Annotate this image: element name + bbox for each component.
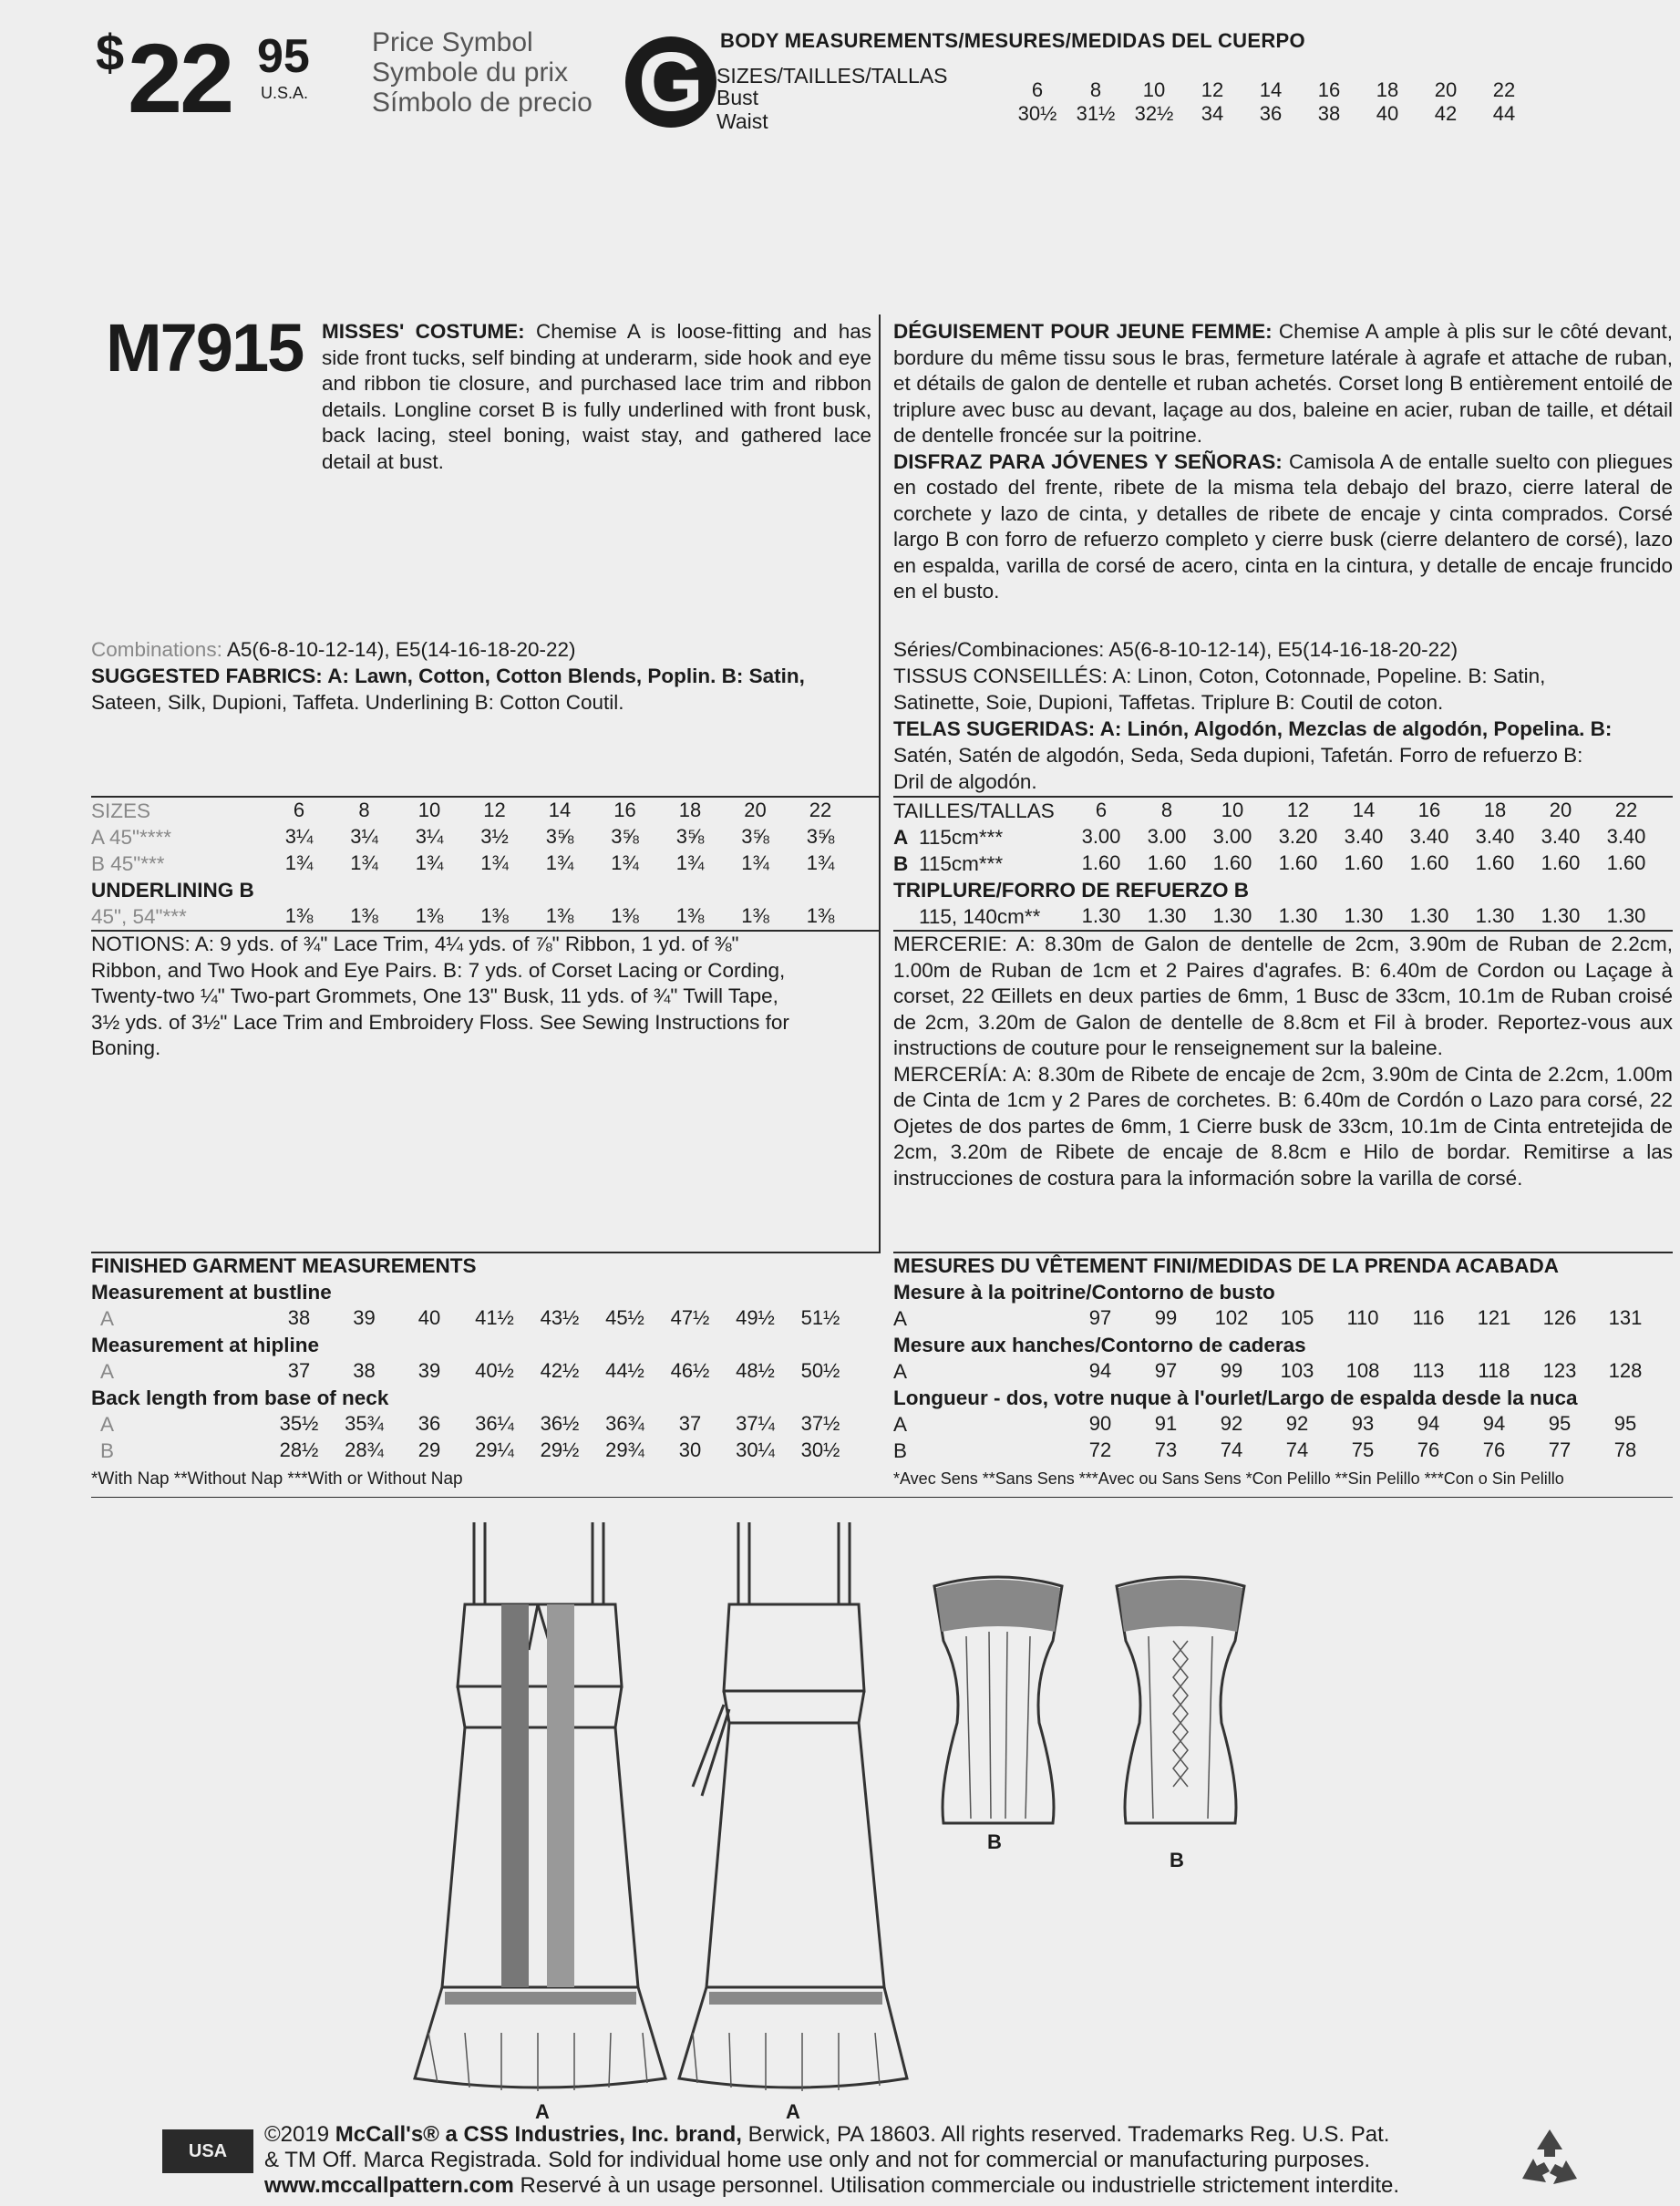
yardage-fr-t-0: 1.30 <box>1081 904 1121 927</box>
footer-line1: Berwick, PA 18603. All rights reserved. Trademarks Reg. U.S. Pat. <box>747 2122 1390 2147</box>
yardage-en-b-label: B 45"*** <box>91 852 165 875</box>
chemise-front-caption: A <box>535 2100 550 2123</box>
finished-fr-bust-label: Mesure à la poitrine/Contorno de busto <box>893 1281 1275 1304</box>
yardage-fr-a-4: 3.40 <box>1344 825 1384 848</box>
yardage-en-u-1: 1⅜ <box>350 904 378 927</box>
finished-fr-back-b-2: 74 <box>1220 1438 1243 1461</box>
yardage-en-sizes-label: SIZES <box>91 799 151 822</box>
description-fr-es <box>893 319 1673 605</box>
bm-size-3: 12 <box>1201 78 1224 101</box>
yardage-fr-a-label: A <box>893 826 909 849</box>
chemise-back-illustration <box>665 1513 921 2106</box>
yardage-en-size-1: 8 <box>358 799 370 821</box>
notions-en-line-0: NOTIONS: A: 9 yds. of ¾" Lace Trim, 4¼ yds. of ⅞" Ribbon, 1 yd. of ⅜" <box>91 933 739 955</box>
price-cents: 95 <box>257 30 310 83</box>
finished-fr-bust-1: 99 <box>1154 1306 1178 1329</box>
finished-en-hip-0: 37 <box>287 1359 311 1382</box>
yardage-en-a-3: 3½ <box>480 825 509 848</box>
finished-en-bust-6: 47½ <box>670 1306 710 1329</box>
fabrics-es-line3: Dril de algodón. <box>893 770 1037 793</box>
bm-bust-7: 42 <box>1434 102 1458 125</box>
finished-en-back-label: Back length from base of neck <box>91 1386 389 1409</box>
yardage-fr-b-3: 1.60 <box>1278 851 1318 874</box>
yardage-fr-a-5: 3.40 <box>1409 825 1449 848</box>
description-en-heading: MISSES' COSTUME: <box>322 320 525 343</box>
finished-en-back-a-1: 35¾ <box>345 1412 384 1435</box>
notions-en-line-3: 3½ yds. of 3½" Lace Trim and Embroidery Floss. See Sewing Instructions for <box>91 1010 789 1034</box>
yardage-fr-b-7: 1.60 <box>1541 851 1581 874</box>
finished-fr-hip-5: 113 <box>1412 1359 1445 1382</box>
finished-en-bust-7: 49½ <box>736 1306 775 1329</box>
bm-bust-0: 30½ <box>1017 102 1057 125</box>
yardage-fr-a-6: 3.40 <box>1475 825 1515 848</box>
yardage-fr-b-label: B <box>893 852 909 875</box>
body-measurements-waist-label: Waist <box>716 109 768 133</box>
yardage-fr-b-2: 1.60 <box>1212 851 1252 874</box>
finished-en-hip-1: 38 <box>353 1359 376 1382</box>
finished-fr-back-b-7: 77 <box>1548 1438 1572 1461</box>
yardage-en-u-8: 1⅜ <box>806 904 835 927</box>
finished-fr-hip-letter: A <box>893 1360 908 1383</box>
footer-copyright <box>264 2122 1513 2199</box>
yardage-en-b-0: 1¾ <box>284 851 314 874</box>
finished-en-back-b-3: 29¼ <box>475 1438 514 1461</box>
finished-en-hip-6: 46½ <box>670 1359 710 1382</box>
combinations-fr-label: Séries/Combinaciones: <box>893 638 1105 661</box>
rule-illustrations <box>91 1497 1673 1498</box>
finished-en-bust-5: 45½ <box>605 1306 644 1329</box>
yardage-en-b-6: 1¾ <box>675 851 705 874</box>
yardage-fr-size-4: 14 <box>1352 799 1376 821</box>
combinations-fr <box>893 637 1458 664</box>
finished-fr-hip-3: 103 <box>1280 1359 1314 1382</box>
yardage-en-underlining-label: UNDERLINING B <box>91 879 254 902</box>
finished-en-back-a-5: 36¾ <box>605 1412 644 1435</box>
finished-en-back-a-2: 36 <box>417 1412 441 1435</box>
rule-en-yardage <box>91 796 879 798</box>
finished-fr-bust-8: 131 <box>1608 1306 1643 1329</box>
finished-fr-back-a-4: 93 <box>1351 1412 1375 1435</box>
finished-en-bust-0: 38 <box>287 1306 311 1329</box>
yardage-en-a-6: 3⅝ <box>675 825 705 848</box>
bm-bust-2: 32½ <box>1134 102 1174 125</box>
rule-fr-yardage <box>893 796 1673 798</box>
notions-en-line-4: Boning. <box>91 1036 161 1059</box>
yardage-fr-b-8: 1.60 <box>1606 851 1646 874</box>
finished-fr-back-a-6: 94 <box>1482 1412 1506 1435</box>
finished-en-back-a-6: 37 <box>678 1412 702 1435</box>
finished-fr-hip-0: 94 <box>1088 1359 1112 1382</box>
footer-copyright-year: ©2019 <box>264 2122 330 2147</box>
body-measurements-bust-label: Bust <box>716 86 759 109</box>
footer-url: www.mccallpattern.com <box>264 2173 514 2198</box>
yardage-en-size-7: 20 <box>744 799 767 821</box>
yardage-fr-t-1: 1.30 <box>1147 904 1187 927</box>
finished-fr-bust-3: 105 <box>1280 1306 1314 1329</box>
finished-fr-bust-0: 97 <box>1088 1306 1112 1329</box>
yardage-fr-a-7: 3.40 <box>1541 825 1581 848</box>
finished-fr-back-a-2: 92 <box>1220 1412 1243 1435</box>
fabrics-en-line2: Sateen, Silk, Dupioni, Taffeta. Underlining B: Cotton Coutil. <box>91 691 624 714</box>
finished-en-bust-letter: A <box>100 1307 115 1330</box>
fabrics-fr-line1: TISSUS CONSEILLÉS: A: Linon, Coton, Cotonnade, Popeline. B: Satin, <box>893 665 1546 687</box>
chemise-back-caption: A <box>786 2100 800 2123</box>
finished-en-back-b-6: 30 <box>678 1438 702 1461</box>
column-divider <box>879 314 881 1253</box>
yardage-en-b-2: 1¾ <box>415 851 444 874</box>
combinations-en-label: Combinations: <box>91 638 222 661</box>
price-symbol-en: Price Symbol <box>372 27 533 57</box>
finished-en-footnote: *With Nap **Without Nap ***With or Without Nap <box>91 1469 463 1489</box>
bm-bust-4: 36 <box>1259 102 1283 125</box>
finished-en-back-a-0: 35½ <box>279 1412 319 1435</box>
finished-en-back-b-4: 29½ <box>540 1438 580 1461</box>
bm-size-0: 6 <box>1031 78 1044 101</box>
finished-en-bust-1: 39 <box>353 1306 376 1329</box>
yardage-fr-size-3: 12 <box>1286 799 1310 821</box>
notions-fr-es <box>893 932 1673 1191</box>
finished-en-hip-label: Measurement at hipline <box>91 1334 320 1356</box>
yardage-fr-triplure-label: TRIPLURE/FORRO DE REFUERZO B <box>893 879 1250 902</box>
bm-size-4: 14 <box>1259 78 1283 101</box>
bm-size-5: 16 <box>1317 78 1341 101</box>
description-en <box>322 319 871 475</box>
corset-back-caption: B <box>1170 1849 1184 1871</box>
finished-en-back-a-7: 37¼ <box>736 1412 775 1435</box>
finished-fr-bust-6: 121 <box>1477 1306 1511 1329</box>
finished-fr-back-a-0: 90 <box>1088 1412 1112 1435</box>
yardage-en-b-4: 1¾ <box>545 851 574 874</box>
finished-fr-back-label: Longueur - dos, votre nuque à l'ourlet/Largo de espalda desde la nuca <box>893 1386 1578 1409</box>
yardage-fr-b-6: 1.60 <box>1475 851 1515 874</box>
notions-en-line-2: Twenty-two ¼" Two-part Grommets, One 13" Busk, 11 yds. of ¾" Twill Tape, <box>91 984 778 1007</box>
finished-fr-bust-letter: A <box>893 1307 908 1330</box>
yardage-en-size-5: 16 <box>613 799 636 821</box>
yardage-fr-a-8: 3.40 <box>1606 825 1646 848</box>
finished-en-back-b-0: 28½ <box>279 1438 319 1461</box>
finished-fr-hip-8: 128 <box>1608 1359 1643 1382</box>
finished-en-hip-2: 39 <box>417 1359 441 1382</box>
finished-fr-footnote: *Avec Sens **Sans Sens ***Avec ou Sans Sens *Con Pelillo **Sin Pelillo ***Con o Sin Pelillo <box>893 1469 1564 1488</box>
yardage-fr-a-1: 3.00 <box>1147 825 1187 848</box>
yardage-fr-size-1: 8 <box>1160 799 1173 821</box>
footer-line2: & TM Off. Marca Registrada. Sold for individual home use only and not for commercial or manufacturing purposes. <box>264 2148 1371 2172</box>
yardage-fr-size-2: 10 <box>1221 799 1244 821</box>
finished-fr-back-b-3: 74 <box>1285 1438 1309 1461</box>
yardage-en-a-5: 3⅝ <box>611 825 639 848</box>
yardage-fr-t-4: 1.30 <box>1344 904 1384 927</box>
finished-en-hip-4: 42½ <box>540 1359 580 1382</box>
yardage-fr-a-3: 3.20 <box>1278 825 1318 848</box>
body-measurements-sizes-label: SIZES/TAILLES/TALLAS <box>716 64 948 88</box>
yardage-en-a-7: 3⅝ <box>741 825 769 848</box>
yardage-en-a-4: 3⅝ <box>545 825 574 848</box>
yardage-fr-t-5: 1.30 <box>1409 904 1449 927</box>
bm-size-1: 8 <box>1089 78 1102 101</box>
finished-fr-hip-6: 118 <box>1478 1359 1510 1382</box>
recycle-icon <box>1513 2124 1586 2197</box>
bm-bust-1: 31½ <box>1076 102 1116 125</box>
finished-en-title: FINISHED GARMENT MEASUREMENTS <box>91 1254 477 1277</box>
yardage-en-u-3: 1⅜ <box>480 904 509 927</box>
finished-fr-back-b-1: 73 <box>1154 1438 1178 1461</box>
yardage-en-a-label: A 45"**** <box>91 826 172 849</box>
finished-fr-title: MESURES DU VÊTEMENT FINI/MEDIDAS DE LA PRENDA ACABADA <box>893 1254 1560 1277</box>
yardage-en-a-1: 3¼ <box>350 825 378 848</box>
bm-bust-5: 38 <box>1317 102 1341 125</box>
bm-size-8: 22 <box>1492 78 1516 101</box>
yardage-en-size-2: 10 <box>417 799 441 821</box>
yardage-fr-b-1: 1.60 <box>1147 851 1187 874</box>
yardage-fr-b-0: 1.60 <box>1081 851 1121 874</box>
finished-fr-hip-4: 108 <box>1345 1359 1380 1382</box>
yardage-fr-t-3: 1.30 <box>1278 904 1318 927</box>
finished-en-bust-4: 43½ <box>540 1306 580 1329</box>
notions-fr: MERCERIE: A: 8.30m de Galon de dentelle de 2cm, 3.90m de Ruban de 2.2cm, 1.00m de Ruban de 1cm et 2 Paires d'agrafes. B: 6.40m de Cordon ou Laçage à corset, 22 Œillets en deux parties de 6mm, 1 Busc de 33cm, 10.1m de Ruban croisé de 2cm, 3.20m de Galon de dentelle de 8.8cm et Fil à broder. Reportez-vous aux instructions de couture pour le renseignement sur la baleine. <box>893 933 1673 1059</box>
finished-en-back-a-4: 36½ <box>540 1412 580 1435</box>
finished-en-hip-7: 48½ <box>736 1359 775 1382</box>
yardage-fr-b-fabric: 115cm*** <box>919 852 1004 875</box>
price-symbol-labels <box>372 27 593 118</box>
finished-en-back-b-5: 29¾ <box>605 1438 644 1461</box>
yardage-fr-b-4: 1.60 <box>1344 851 1384 874</box>
finished-fr-hip-2: 99 <box>1220 1359 1243 1382</box>
body-measurements-title: BODY MEASUREMENTS/MESURES/MEDIDAS DEL CUERPO <box>720 29 1305 52</box>
finished-fr-back-a-5: 94 <box>1417 1412 1440 1435</box>
yardage-en-b-1: 1¾ <box>350 851 378 874</box>
yardage-en-b-3: 1¾ <box>480 851 509 874</box>
yardage-fr-t-8: 1.30 <box>1606 904 1646 927</box>
finished-en-hip-5: 44½ <box>605 1359 644 1382</box>
finished-fr-hip-7: 123 <box>1542 1359 1577 1382</box>
finished-en-bust-2: 40 <box>417 1306 441 1329</box>
yardage-fr-t-6: 1.30 <box>1475 904 1515 927</box>
finished-fr-back-a-1: 91 <box>1154 1412 1178 1435</box>
yardage-en-b-8: 1¾ <box>806 851 835 874</box>
price-symbol-fr: Symbole du prix <box>372 57 569 88</box>
pattern-number: M7915 <box>106 310 304 386</box>
price-dollar-sign: $ <box>96 24 125 81</box>
fabrics-fr-line2: Satinette, Soie, Dupioni, Taffetas. Triplure B: Coutil de coton. <box>893 691 1444 714</box>
combinations-en <box>91 637 576 664</box>
finished-fr-back-a-3: 92 <box>1285 1412 1309 1435</box>
finished-fr-back-b-8: 78 <box>1613 1438 1637 1461</box>
fabrics-es-line2: Satén, Satén de algodón, Seda, Seda dupioni, Tafetán. Forro de refuerzo B: <box>893 744 1583 767</box>
bm-size-2: 10 <box>1142 78 1166 101</box>
yardage-fr-a-0: 3.00 <box>1081 825 1121 848</box>
corset-back-illustration <box>1098 1568 1263 1841</box>
bm-size-6: 18 <box>1376 78 1399 101</box>
bm-bust-8: 44 <box>1492 102 1516 125</box>
finished-fr-back-a-letter: A <box>893 1413 908 1436</box>
finished-en-back-b-2: 29 <box>417 1438 441 1461</box>
finished-en-back-a-8: 37½ <box>800 1412 840 1435</box>
price-code-letter: G <box>638 36 704 129</box>
yardage-fr-size-6: 18 <box>1483 799 1507 821</box>
yardage-en-b-7: 1¾ <box>741 851 769 874</box>
bm-bust-6: 40 <box>1376 102 1399 125</box>
finished-fr-bust-7: 126 <box>1542 1306 1577 1329</box>
finished-en-bust-8: 51½ <box>800 1306 840 1329</box>
yardage-fr-a-fabric: 115cm*** <box>919 826 1004 849</box>
yardage-en-u-6: 1⅜ <box>675 904 705 927</box>
yardage-en-u-label: 45", 54"*** <box>91 905 187 928</box>
notions-es: MERCERÍA: A: 8.30m de Ribete de encaje de 2cm, 3.90m de Cinta de 2.2cm, 1.00m de Cinta de 1cm y 2 Pares de corchetes. B: 6.40m de Cordón o Lazo para corsé, 22 Ojetes de dos partes de 6mm, 1 Cierre busk de 33cm, 10.1m de Cinta entretejida de 2cm, 3.20m de Ribete de encaje de 8.8cm e Hilo de bordar. Remitirse a las instrucciones de costura para la información sobre la varilla de corsé. <box>893 1062 1673 1190</box>
finished-en-back-b-8: 30½ <box>800 1438 840 1461</box>
yardage-fr-size-8: 22 <box>1614 799 1638 821</box>
description-fr-heading: DÉGUISEMENT POUR JEUNE FEMME: <box>893 320 1273 343</box>
finished-fr-bust-5: 116 <box>1412 1306 1445 1329</box>
price-amount: 22 <box>128 23 232 133</box>
price-country: U.S.A. <box>261 84 309 102</box>
combinations-en-value: A5(6-8-10-12-14), E5(14-16-18-20-22) <box>226 638 576 661</box>
yardage-fr-size-5: 16 <box>1417 799 1441 821</box>
finished-fr-back-a-8: 95 <box>1613 1412 1637 1435</box>
description-fr-body: Chemise A ample à plis sur le côté devant, bordure du même tissu sous le bras, fermeture latérale à agrafe et attache de ruban, et détails de galon de dentelle et ruban achetés. Corset long B entièrement entoilé de triplure avec busc au devant, laçage au dos, baleine en acier, ruban de taille, et détail de dentelle froncée sur la poitrine. <box>893 320 1673 447</box>
yardage-en-a-0: 3¼ <box>284 825 314 848</box>
yardage-fr-sizes-label: TAILLES/TALLAS <box>893 799 1055 822</box>
bm-bust-3: 34 <box>1201 102 1224 125</box>
finished-en-bust-3: 41½ <box>475 1306 514 1329</box>
description-es-body: Camisola A de entalle suelto con pliegues en costado del frente, ribete de la misma tela debajo del brazo, cierre lateral de corchete y lazo de cinta, y detalles de ribete de encaje y cinta comprados. Corsé largo B con forro de refuerzo completo y cierre busk (cierre delantero de corsé), lazo en espalda, varilla de corsé de acero, cinta en la cintura, y detalle de encaje fruncido en el busto. <box>893 449 1673 603</box>
finished-fr-back-b-letter: B <box>893 1439 908 1462</box>
yardage-fr-t-2: 1.30 <box>1212 904 1252 927</box>
usa-flag-logo: USA <box>162 2129 253 2173</box>
finished-fr-bust-2: 102 <box>1214 1306 1249 1329</box>
finished-en-back-a-3: 36¼ <box>475 1412 514 1435</box>
finished-fr-hip-1: 97 <box>1154 1359 1178 1382</box>
yardage-en-u-7: 1⅜ <box>741 904 769 927</box>
footer-line3: Reservé à un usage personnel. Utilisation commerciale ou industrielle strictement interdite. <box>520 2173 1399 2198</box>
yardage-fr-size-7: 20 <box>1549 799 1572 821</box>
yardage-en-u-0: 1⅜ <box>284 904 314 927</box>
notions-en <box>91 932 873 1062</box>
corset-front-illustration <box>916 1568 1080 1841</box>
yardage-fr-t-fabric: 115, 140cm** <box>919 905 1041 928</box>
finished-en-back-a-letter: A <box>100 1413 115 1436</box>
finished-en-back-b-7: 30¼ <box>736 1438 775 1461</box>
finished-en-hip-letter: A <box>100 1360 115 1383</box>
yardage-en-u-5: 1⅜ <box>611 904 639 927</box>
yardage-fr-size-0: 6 <box>1095 799 1108 821</box>
finished-fr-bust-4: 110 <box>1346 1306 1379 1329</box>
footer-brand: McCall's® a CSS Industries, Inc. brand, <box>335 2122 742 2147</box>
finished-fr-back-b-6: 76 <box>1482 1438 1506 1461</box>
finished-en-back-b-1: 28¾ <box>345 1438 384 1461</box>
yardage-fr-t-7: 1.30 <box>1541 904 1581 927</box>
finished-en-hip-3: 40½ <box>475 1359 514 1382</box>
finished-en-hip-8: 50½ <box>800 1359 840 1382</box>
fabrics-en-line1: SUGGESTED FABRICS: A: Lawn, Cotton, Cotton Blends, Poplin. B: Satin, <box>91 665 805 687</box>
yardage-en-u-2: 1⅜ <box>415 904 444 927</box>
combinations-fr-value: A5(6-8-10-12-14), E5(14-16-18-20-22) <box>1108 638 1458 661</box>
yardage-en-size-0: 6 <box>293 799 305 821</box>
finished-fr-back-b-4: 75 <box>1351 1438 1375 1461</box>
fabrics-es-line1: TELAS SUGERIDAS: A: Linón, Algodón, Mezclas de algodón, Popelina. B: <box>893 717 1613 740</box>
yardage-en-a-2: 3¼ <box>415 825 444 848</box>
corset-front-caption: B <box>987 1830 1002 1853</box>
finished-fr-hip-label: Mesure aux hanches/Contorno de caderas <box>893 1334 1306 1356</box>
finished-fr-back-b-5: 76 <box>1417 1438 1440 1461</box>
yardage-en-u-4: 1⅜ <box>545 904 574 927</box>
finished-fr-back-a-7: 95 <box>1548 1412 1572 1435</box>
notions-en-line-1: Ribbon, and Two Hook and Eye Pairs. B: 7 yds. of Corset Lacing or Cording, <box>91 958 786 982</box>
yardage-en-size-6: 18 <box>678 799 702 821</box>
finished-fr-back-b-0: 72 <box>1088 1438 1112 1461</box>
description-es-heading: DISFRAZ PARA JÓVENES Y SEÑORAS: <box>893 449 1283 473</box>
finished-en-bust-label: Measurement at bustline <box>91 1281 332 1304</box>
description-en-body: Chemise A is loose-fitting and has side front tucks, self binding at underarm, side hook and eye and ribbon tie closure, and purchased lace trim and ribbon details. Longline corset B is fully underlined with front busk, back lacing, steel boning, waist stay, and gathered lace detail at bust. <box>322 320 871 473</box>
bm-size-7: 20 <box>1434 78 1458 101</box>
finished-en-back-b-letter: B <box>100 1439 115 1462</box>
yardage-en-size-3: 12 <box>483 799 506 821</box>
yardage-en-size-8: 22 <box>809 799 832 821</box>
yardage-en-a-8: 3⅝ <box>806 825 835 848</box>
yardage-fr-b-5: 1.60 <box>1409 851 1449 874</box>
yardage-en-b-5: 1¾ <box>611 851 639 874</box>
yardage-fr-a-2: 3.00 <box>1212 825 1252 848</box>
yardage-en-size-4: 14 <box>548 799 572 821</box>
price-symbol-es: Símbolo de precio <box>372 88 593 118</box>
